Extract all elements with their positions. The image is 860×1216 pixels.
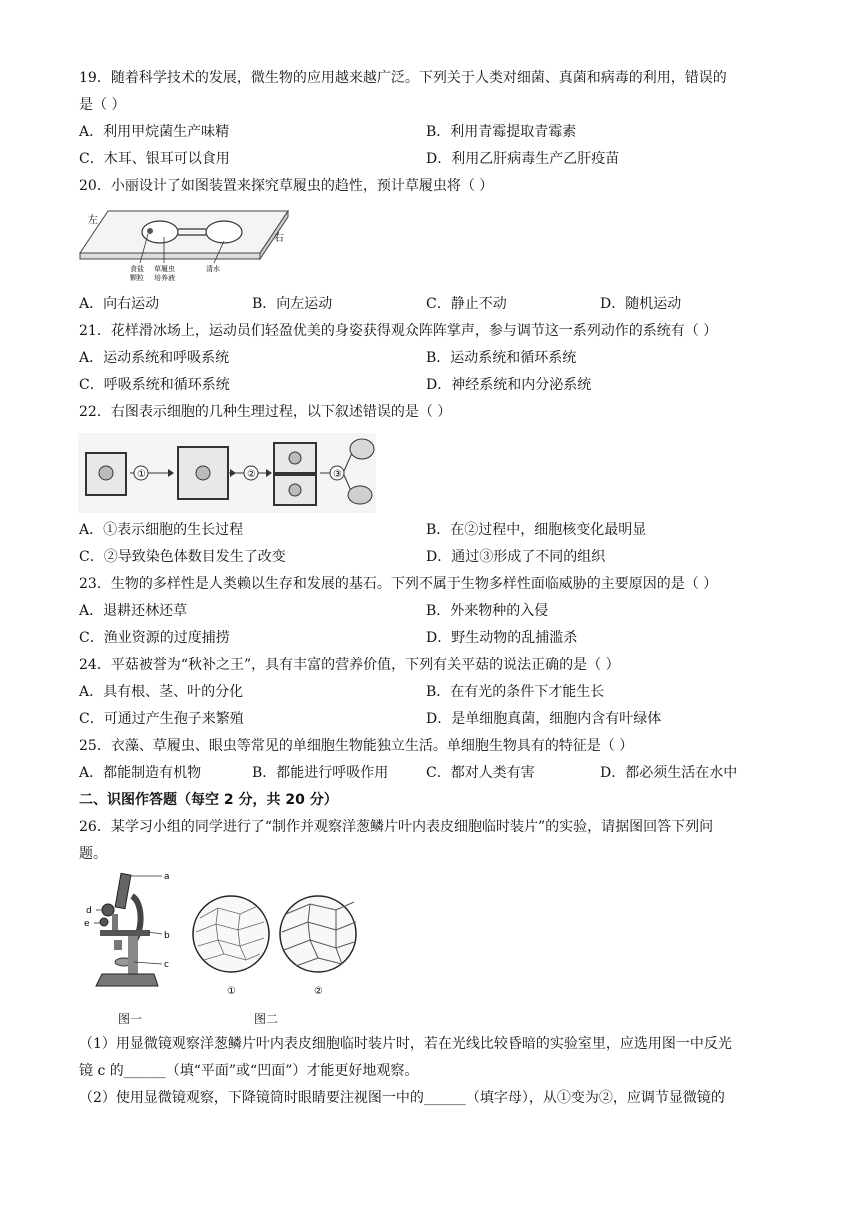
microscope-view-1 [193,896,269,972]
q22-stem: 22．右图表示细胞的几种生理过程，以下叙述错误的是（ ） [79,404,452,420]
view-2-label: ② [314,986,323,997]
fig-label-right: 右 [274,233,284,244]
q26-stem-line1: 26．某学习小组的同学进行了“制作并观察洋葱鳞片叶内表皮细胞临时装片”的实验，请据图回答下列问 [79,819,714,835]
q19-option-b: B．利用青霉提取青霉素 [426,124,577,140]
step-2-label: ② [247,469,256,480]
fig-label-salt1: 食盐 [130,265,144,273]
q19-option-d: D．利用乙肝病毒生产乙肝疫苗 [426,151,620,167]
fig-label-paramecium1: 草履虫 [154,265,175,273]
salt-granule-icon [147,228,153,234]
microscope-icon [96,873,158,986]
section-2-heading: 二、识图作答题（每空 2 分，共 20 分） [79,792,338,808]
q22-cell-process-figure [78,433,376,513]
q22-option-c: C．②导致染色体数目发生了改变 [79,549,286,565]
q22-option-b: B．在②过程中，细胞核变化最明显 [426,522,647,538]
q25-stem: 25．衣藻、草履虫、眼虫等常见的单细胞生物能独立生活。单细胞生物具有的特征是（ ） [79,738,634,754]
q24-option-a: A．具有根、茎、叶的分化 [79,684,244,700]
q26-sub2-line1: （2）使用显微镜观察，下降镜筒时眼睛要注视图一中的______（填字母），从①变为②，应调节显微镜的 [79,1090,725,1106]
q25-option-a: A．都能制造有机物 [79,765,202,781]
q24-option-c: C．可通过产生孢子来繁殖 [79,711,244,727]
fig-label-paramecium2: 培养液 [154,274,175,282]
q23-option-a: A．退耕还林还草 [79,603,188,619]
view-1-label: ① [227,986,236,997]
q20-stem: 20．小丽设计了如图装置来探究草履虫的趋性，预计草履虫将（ ） [79,178,494,194]
fig-label-water: 清水 [206,265,220,273]
q20-option-b: B．向左运动 [252,296,333,312]
figure-1-caption: 图一 [118,1012,143,1026]
q26-figures [78,868,368,1000]
step-1-label: ① [137,469,146,480]
q21-option-d: D．神经系统和内分泌系统 [426,377,592,393]
q23-option-d: D．野生动物的乱捕滥杀 [426,630,578,646]
q20-option-d: D．随机运动 [600,296,682,312]
label-c: c [164,960,169,970]
q25-option-d: D．都必须生活在水中 [600,765,738,781]
q21-option-a: A．运动系统和呼吸系统 [79,350,230,366]
q19-option-c: C．木耳、银耳可以食用 [79,151,230,167]
q24-stem: 24．平菇被誉为“秋补之王”，具有丰富的营养价值，下列有关平菇的说法正确的是（ ） [79,657,620,673]
q24-option-b: B．在有光的条件下才能生长 [426,684,605,700]
label-e: e [84,919,90,929]
q22-option-d: D．通过③形成了不同的组织 [426,549,606,565]
fig-label-left: 左 [88,215,98,226]
q20-option-a: A．向右运动 [79,296,160,312]
q19-stem-line1: 19．随着科学技术的发展，微生物的应用越来越广泛。下列关于人类对细菌、真菌和病毒的利用，错误的 [79,70,727,86]
q25-option-b: B．都能进行呼吸作用 [252,765,389,781]
q25-option-c: C．都对人类有害 [426,765,535,781]
q26-sub1-line1: （1）用显微镜观察洋葱鳞片叶内表皮细胞临时装片时，若在光线比较昏暗的实验室里，应选用图一中反光 [79,1036,732,1052]
q24-option-d: D．是单细胞真菌，细胞内含有叶绿体 [426,711,662,727]
q23-option-b: B．外来物种的入侵 [426,603,549,619]
q21-stem: 21．花样滑冰场上，运动员们轻盈优美的身姿获得观众阵阵掌声，参与调节这一系列动作的系统有（ ） [79,323,718,339]
q19-option-a: A．利用甲烷菌生产味精 [79,124,230,140]
fig-label-salt2: 颗粒 [130,274,144,282]
microscope-view-2 [280,896,356,972]
q20-option-c: C．静止不动 [426,296,507,312]
label-d: d [86,906,92,916]
figure-2-caption: 图二 [254,1012,279,1026]
q22-option-a: A．①表示细胞的生长过程 [79,522,244,538]
q23-option-c: C．渔业资源的过度捕捞 [79,630,230,646]
q21-option-c: C．呼吸系统和循环系统 [79,377,230,393]
step-3-label: ③ [333,469,342,480]
label-a: a [164,872,170,882]
q26-sub1-line2: 镜 c 的______（填“平面”或“凹面”）才能更好地观察。 [79,1063,419,1079]
q20-apparatus-figure [78,207,290,285]
q23-stem: 23．生物的多样性是人类赖以生存和发展的基石。下列不属于生物多样性面临威胁的主要原因的是（ ） [79,576,718,592]
q19-stem-line2: 是（ ） [79,97,126,113]
label-b: b [164,931,170,941]
q21-option-b: B．运动系统和循环系统 [426,350,577,366]
q26-stem-line2: 题。 [79,846,107,862]
